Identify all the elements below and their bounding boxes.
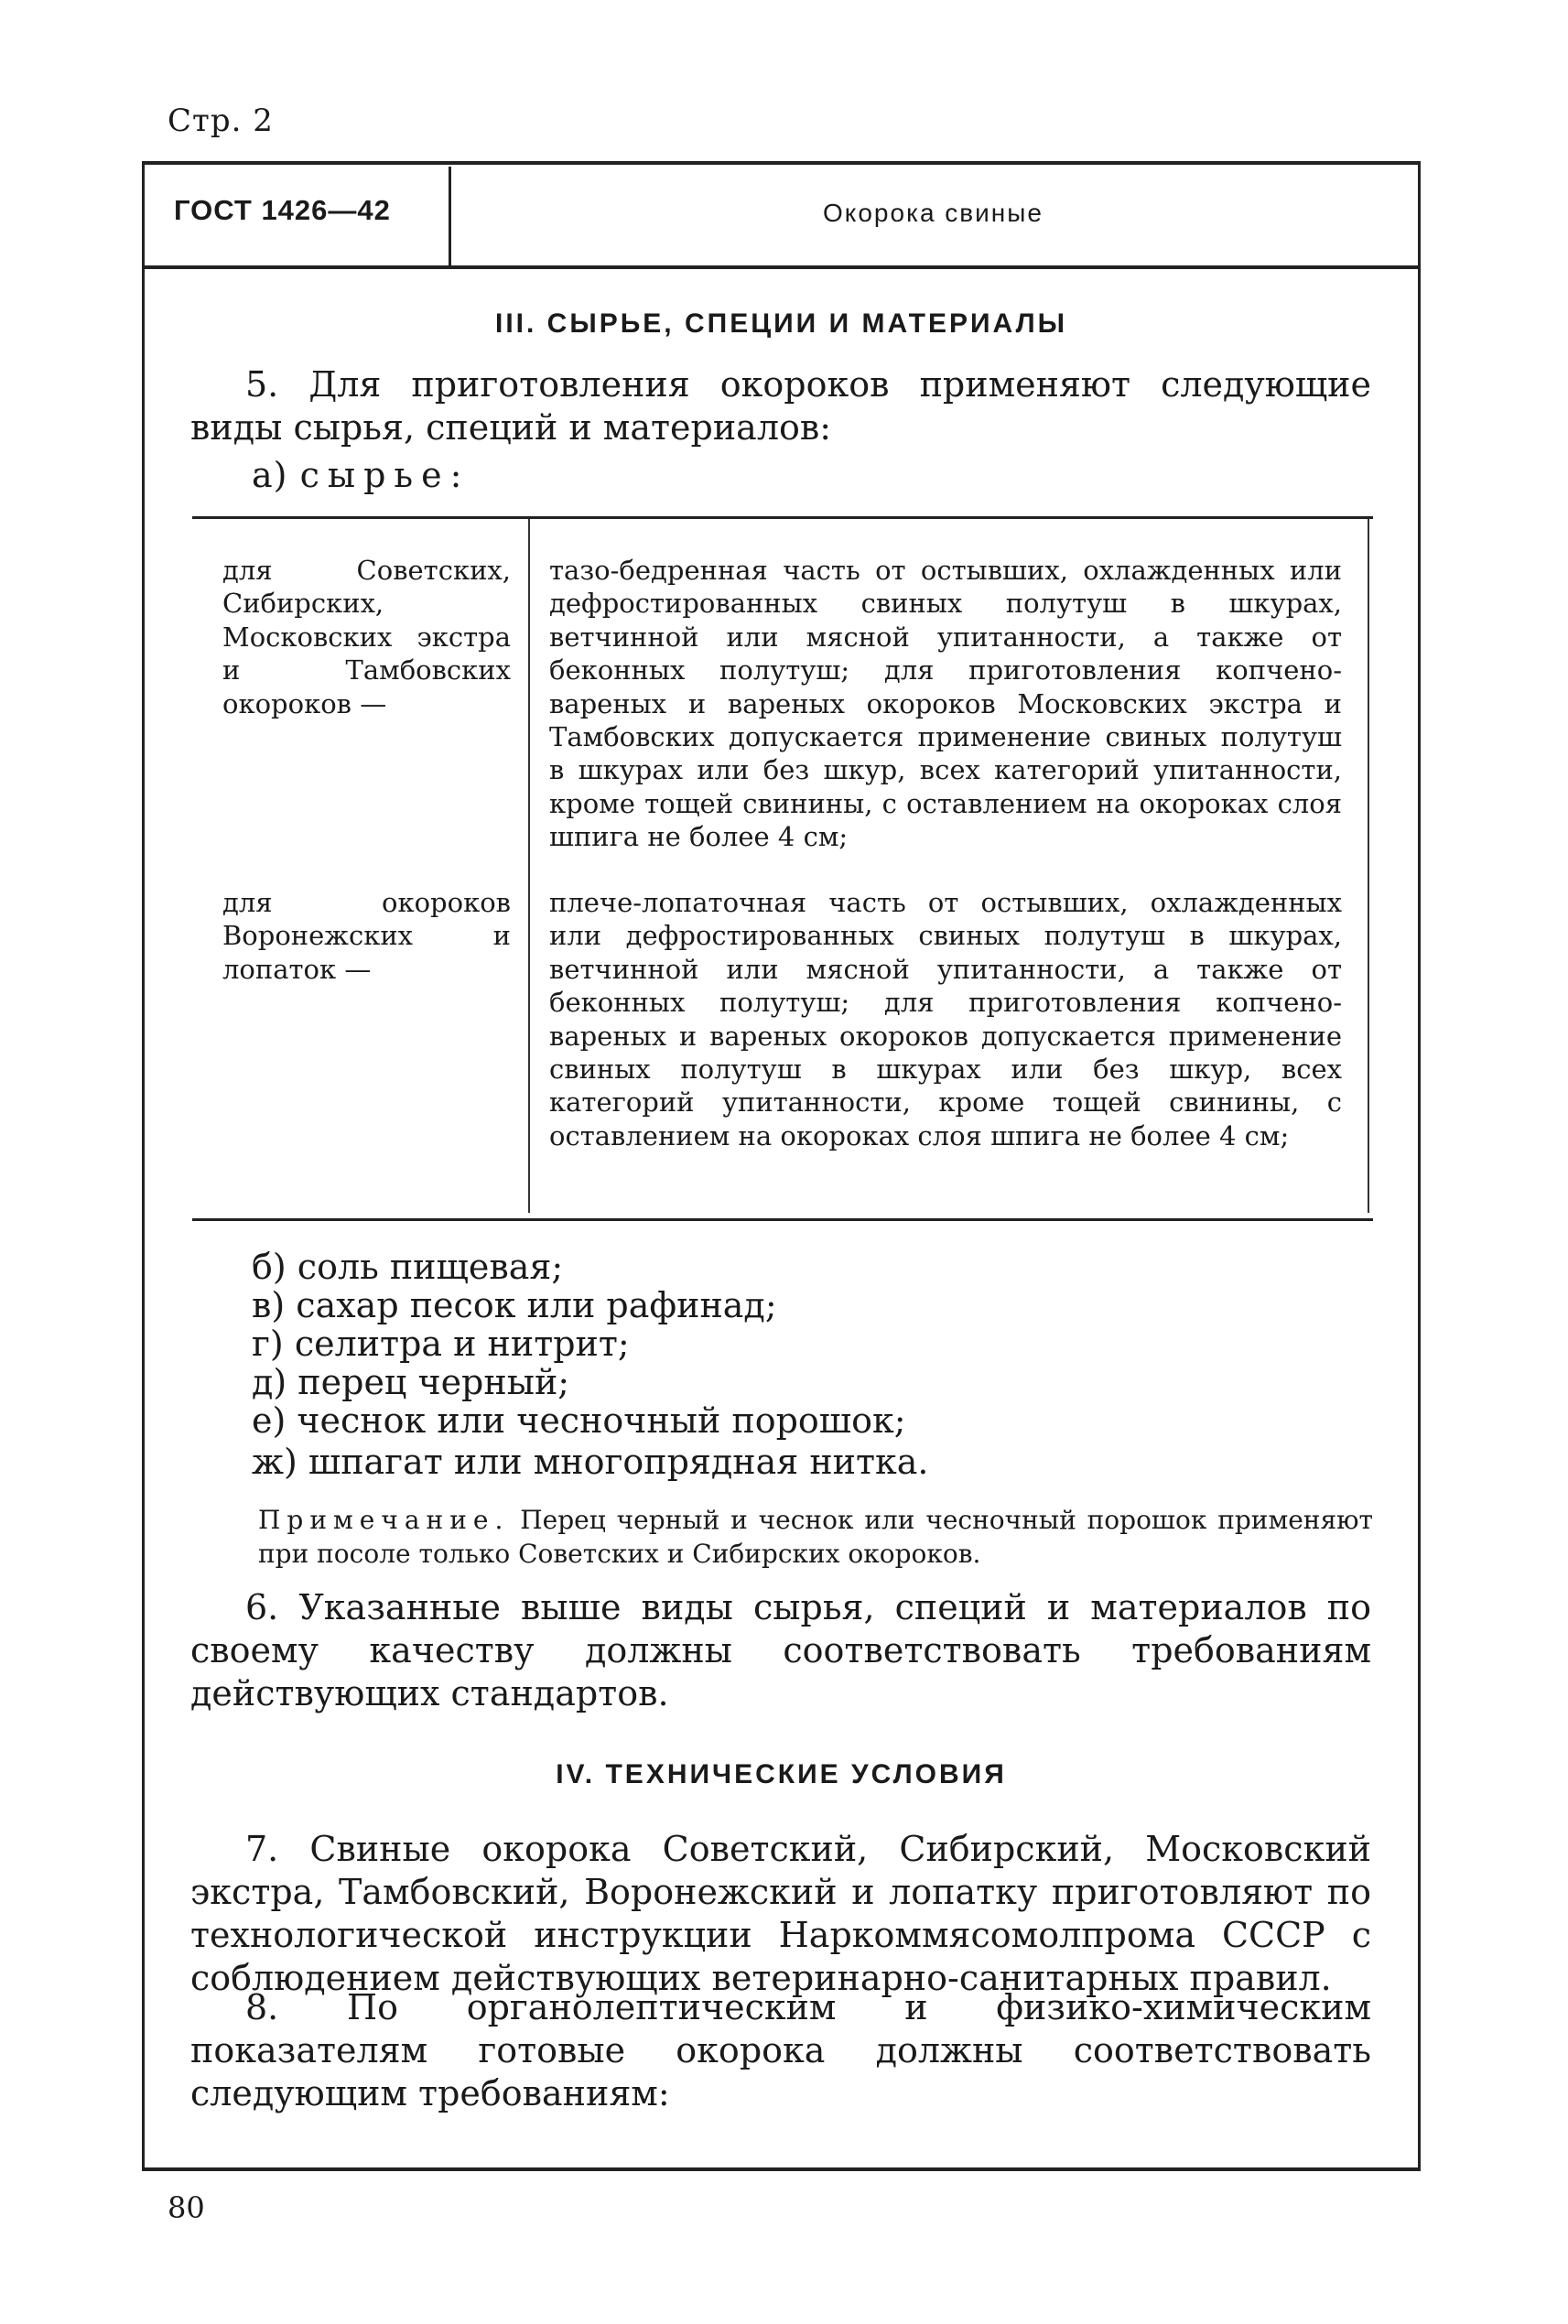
paragraph-6: 6. Указанные выше виды сырья, специй и материалов по своему качеству должны соответствовать требованиям действующих стандартов.	[190, 1587, 1371, 1713]
document-code: ГОСТ 1426—42	[174, 194, 391, 226]
table-column-divider	[528, 519, 530, 1213]
list-item-v: в) сахар песок или рафинад;	[252, 1285, 777, 1325]
document-title: Окорока свиные	[823, 199, 1044, 227]
table-row-2-right-cell: плече-лопаточная часть от остывших, охлажденных или дефростированных свиных полутуш в шкурах, ветчинной или мясной упитанности, а также от беконных полутуш; для приготовления копчено-вареных и вареных окороков допускается применение свиных полутуш в шкурах или без шкур, всех категорий упитанности, кроме тощей свинины, с оставлением на окороках слоя шпига не более 4 см;	[549, 887, 1342, 1151]
note	[258, 1503, 1373, 1571]
section-4-heading: IV. ТЕХНИЧЕСКИЕ УСЛОВИЯ	[556, 1759, 1007, 1789]
table-row-1-right-cell: тазо-бедренная часть от остывших, охлажденных или дефростированных свиных полутуш в шкурах, ветчинной или мясной упитанности, а также от беконных полутуш; для приготовления копчено-вареных и вареных окороков Московских экстра и Тамбовских допускается применение свиных полутуш в шкурах или без шкур, всех категорий упитанности, кроме тощей свинины, с оставлением на окороках слоя шпига не более 4 см;	[549, 555, 1342, 853]
page-number: 80	[168, 2190, 205, 2225]
paragraph-5: 5. Для приготовления окороков применяют следующие виды сырья, специй и материалов:	[190, 364, 1371, 448]
table-right-border	[1368, 519, 1369, 1213]
list-item-b: б) соль пищевая;	[252, 1247, 564, 1287]
paragraph-8: 8. По органолептическим и физико-химическим показателям готовые окорока должны соответствовать следующим требованиям:	[190, 1987, 1371, 2113]
note-text: Перец черный и чеснок или чесночный порошок применяют при посоле только Советских и Сибирских окороков.	[258, 1505, 1373, 1569]
list-item-zh: ж) шпагат или многопрядная нитка.	[252, 1442, 929, 1482]
subitem-a-word: сырье:	[299, 455, 470, 495]
page-label: Стр. 2	[168, 103, 274, 139]
header-rule	[145, 265, 1418, 269]
subitem-a-prefix: а)	[252, 455, 288, 495]
section-3-heading: III. СЫРЬЕ, СПЕЦИИ И МАТЕРИАЛЫ	[495, 308, 1067, 339]
list-item-e: е) чеснок или чесночный порошок;	[252, 1400, 906, 1441]
list-item-d: д) перец черный;	[252, 1362, 570, 1402]
table-row-2-left-cell: для окороков Воронежских и лопаток —	[222, 887, 511, 985]
table-row-1-left-cell: для Советских, Сибирских, Московских экстра и Тамбовских окороков —	[222, 555, 511, 719]
subitem-a	[252, 455, 470, 495]
paragraph-7: 7. Свиные окорока Советский, Сибирский, Московский экстра, Тамбовский, Воронежский и лопатку приготовляют по технологической инструкции Наркоммясомолпрома СССР с соблюдением действующих ветеринарно-санитарных правил.	[190, 1829, 1371, 1998]
list-item-g: г) селитра и нитрит;	[252, 1324, 630, 1364]
note-label: Примечание.	[258, 1505, 510, 1535]
